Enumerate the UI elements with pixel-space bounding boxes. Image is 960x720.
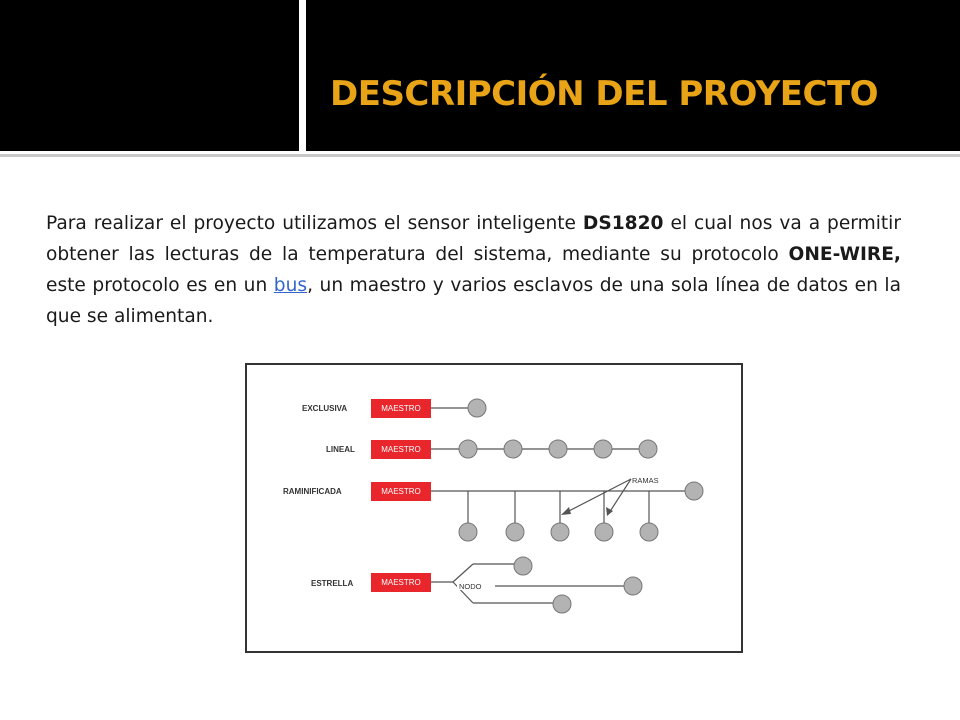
- master-label: MAESTRO: [381, 487, 421, 496]
- node-label: NODO: [459, 582, 482, 591]
- arrow-heads: [561, 507, 613, 516]
- slave-node: [504, 440, 522, 458]
- header-divider: [0, 154, 960, 157]
- slave-node: [640, 523, 658, 541]
- page-title: DESCRIPCIÓN DEL PROYECTO: [330, 74, 879, 114]
- bus-link[interactable]: bus: [273, 275, 308, 296]
- slave-node: [506, 523, 524, 541]
- header-left-block: [0, 0, 299, 151]
- slave-node: [459, 523, 477, 541]
- slave-node: [468, 399, 486, 417]
- description-paragraph: [46, 208, 901, 332]
- connection-lines: [430, 408, 687, 603]
- row-label-estrella: ESTRELLA: [311, 579, 354, 588]
- master-label: MAESTRO: [381, 445, 421, 454]
- topology-svg: [247, 365, 741, 651]
- row-labels: [283, 404, 355, 588]
- text-segment: el cual nos va a permitir obtener las lecturas de la temperatura del sistema, mediante su protocolo: [46, 213, 901, 265]
- row-label-exclusiva: EXCLUSIVA: [302, 404, 348, 413]
- master-label: MAESTRO: [381, 404, 421, 413]
- slave-node: [514, 557, 532, 575]
- slave-node: [551, 523, 569, 541]
- slave-node: [624, 577, 642, 595]
- slave-node: [595, 523, 613, 541]
- slave-node: [685, 482, 703, 500]
- slave-node: [594, 440, 612, 458]
- row-label-lineal: LINEAL: [326, 445, 355, 454]
- slave-node: [553, 595, 571, 613]
- slave-node: [549, 440, 567, 458]
- protocol-name: ONE-WIRE,: [788, 244, 901, 265]
- text-segment: , un maestro y varios esclavos de una sola línea de datos en la que se alimentan.: [46, 275, 901, 327]
- branches-label: RAMAS: [632, 476, 659, 485]
- slave-nodes: [459, 399, 703, 613]
- row-label-raminificada: RAMINIFICADA: [283, 487, 342, 496]
- text-segment: Para realizar el proyecto utilizamos el sensor inteligente: [46, 213, 583, 234]
- text-segment: este protocolo es en un: [46, 275, 274, 296]
- slave-node: [639, 440, 657, 458]
- topology-diagram: [245, 363, 743, 653]
- master-boxes: [371, 399, 431, 592]
- slave-node: [459, 440, 477, 458]
- sensor-name: DS1820: [582, 213, 664, 234]
- master-label: MAESTRO: [381, 578, 421, 587]
